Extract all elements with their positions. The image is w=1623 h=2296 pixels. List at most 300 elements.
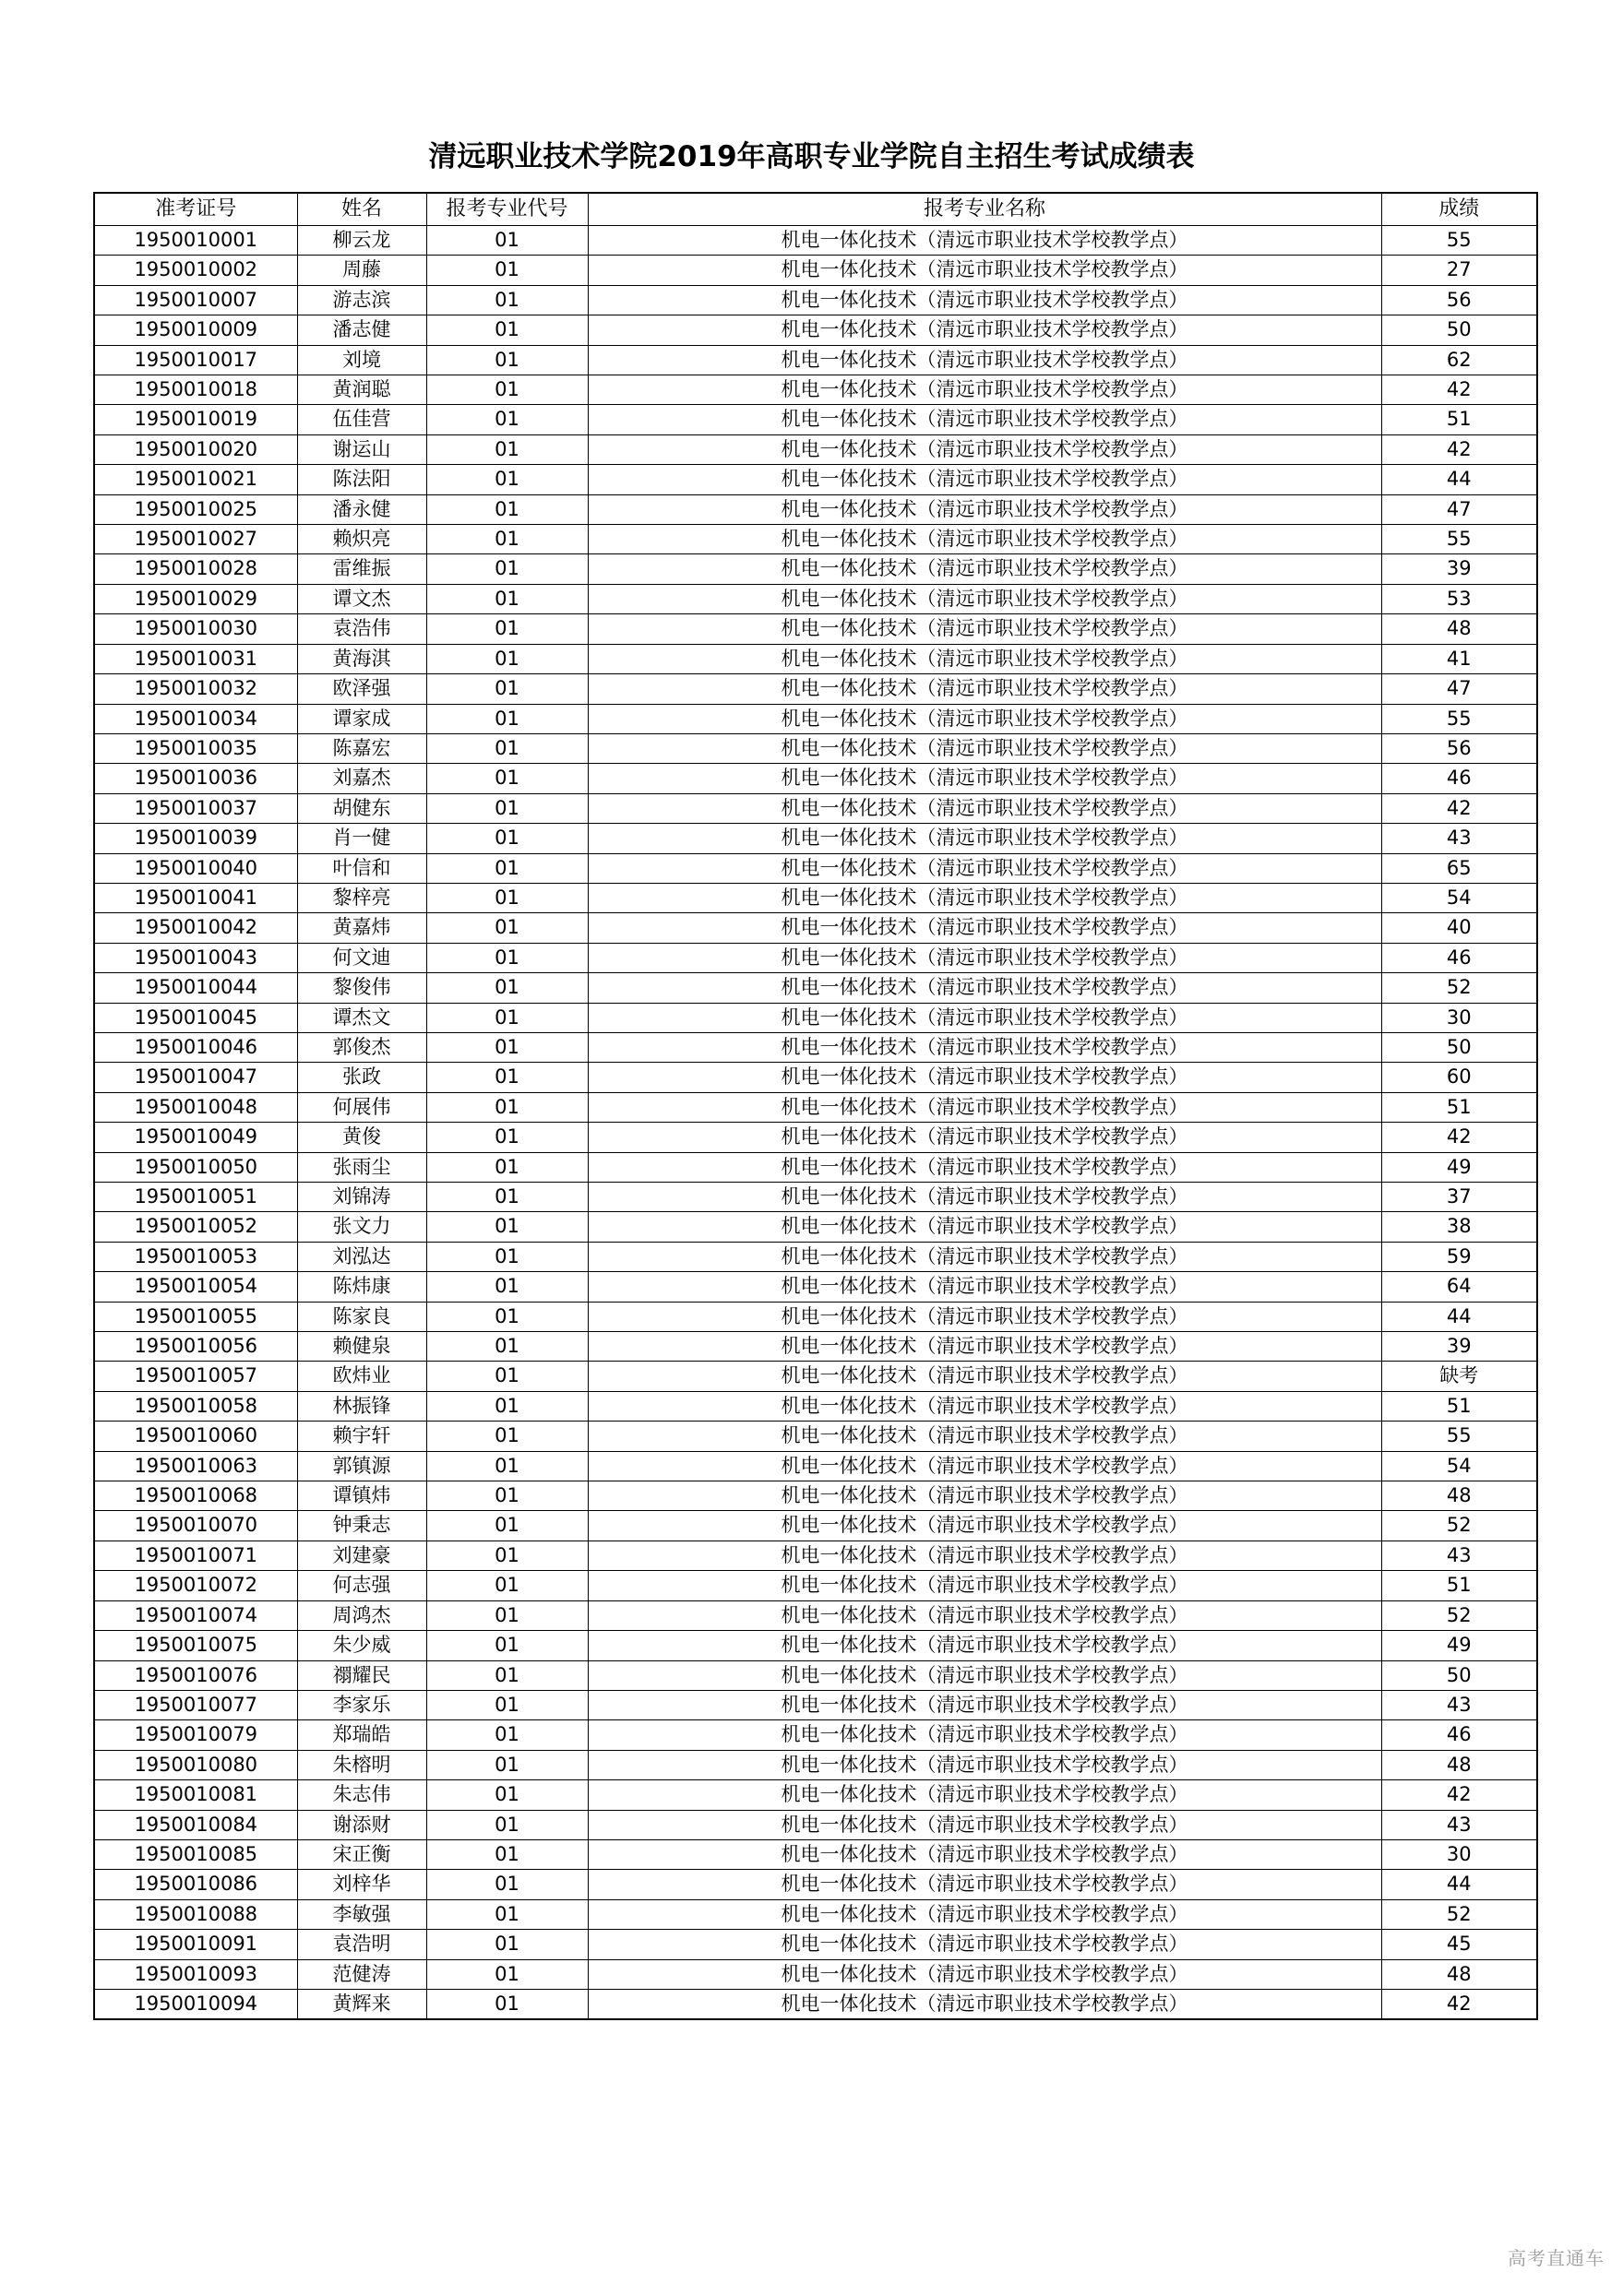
student-name-cell: 张文力 (297, 1212, 426, 1242)
admission-number-cell: 1950010002 (94, 256, 297, 285)
admission-number-cell: 1950010075 (94, 1631, 297, 1660)
table-row (94, 1481, 1537, 1511)
score-cell: 30 (1381, 1003, 1537, 1032)
student-name-cell: 肖一健 (297, 824, 426, 853)
major-name-cell: 机电一体化技术（清远市职业技术学校教学点） (588, 584, 1381, 613)
major-code-cell: 01 (426, 733, 588, 763)
table-row (94, 1152, 1537, 1182)
admission-number-cell: 1950010051 (94, 1183, 297, 1212)
student-name-cell: 欧炜业 (297, 1362, 426, 1391)
admission-number-cell: 1950010047 (94, 1063, 297, 1092)
score-cell: 43 (1381, 1541, 1537, 1570)
score-cell: 48 (1381, 1959, 1537, 1989)
score-cell: 52 (1381, 1600, 1537, 1630)
major-code-cell: 01 (426, 973, 588, 1003)
major-name-cell: 机电一体化技术（清远市职业技术学校教学点） (588, 465, 1381, 494)
major-name-cell: 机电一体化技术（清远市职业技术学校教学点） (588, 285, 1381, 315)
major-code-cell: 01 (426, 1362, 588, 1391)
admission-number-cell: 1950010060 (94, 1422, 297, 1451)
admission-number-cell: 1950010034 (94, 704, 297, 733)
score-cell: 42 (1381, 1989, 1537, 2019)
table-row (94, 1302, 1537, 1331)
major-name-cell: 机电一体化技术（清远市职业技术学校教学点） (588, 226, 1381, 256)
major-name-cell: 机电一体化技术（清远市职业技术学校教学点） (588, 315, 1381, 345)
major-name-cell: 机电一体化技术（清远市职业技术学校教学点） (588, 1063, 1381, 1092)
score-cell: 53 (1381, 584, 1537, 613)
score-cell: 42 (1381, 1780, 1537, 1810)
table-header-row (94, 193, 1537, 226)
score-cell: 56 (1381, 733, 1537, 763)
table-row (94, 1422, 1537, 1451)
score-cell: 46 (1381, 764, 1537, 793)
score-cell: 64 (1381, 1272, 1537, 1302)
student-name-cell: 李家乐 (297, 1690, 426, 1719)
major-name-cell: 机电一体化技术（清远市职业技术学校教学点） (588, 1152, 1381, 1182)
admission-number-cell: 1950010037 (94, 793, 297, 823)
student-name-cell: 李敏强 (297, 1899, 426, 1929)
table-row (94, 1391, 1537, 1421)
student-name-cell: 刘梓华 (297, 1870, 426, 1899)
score-cell: 51 (1381, 1571, 1537, 1600)
score-cell: 42 (1381, 793, 1537, 823)
student-name-cell: 黄辉来 (297, 1989, 426, 2019)
major-code-cell: 01 (426, 1541, 588, 1570)
table-row (94, 1989, 1537, 2019)
major-code-cell: 01 (426, 584, 588, 613)
table-row (94, 256, 1537, 285)
major-code-cell: 01 (426, 1810, 588, 1839)
major-name-cell: 机电一体化技术（清远市职业技术学校教学点） (588, 1631, 1381, 1660)
table-row (94, 315, 1537, 345)
major-code-cell: 01 (426, 853, 588, 883)
major-name-cell: 机电一体化技术（清远市职业技术学校教学点） (588, 674, 1381, 704)
major-code-cell: 01 (426, 1451, 588, 1481)
major-name-cell: 机电一体化技术（清远市职业技术学校教学点） (588, 1899, 1381, 1929)
score-cell: 54 (1381, 1451, 1537, 1481)
admission-number-cell: 1950010035 (94, 733, 297, 763)
admission-number-cell: 1950010040 (94, 853, 297, 883)
score-cell: 42 (1381, 434, 1537, 464)
major-code-cell: 01 (426, 1720, 588, 1750)
major-name-cell: 机电一体化技术（清远市职业技术学校教学点） (588, 256, 1381, 285)
major-code-cell: 01 (426, 226, 588, 256)
major-name-cell: 机电一体化技术（清远市职业技术学校教学点） (588, 1332, 1381, 1362)
admission-number-cell: 1950010009 (94, 315, 297, 345)
major-name-cell: 机电一体化技术（清远市职业技术学校教学点） (588, 434, 1381, 464)
major-name-cell: 机电一体化技术（清远市职业技术学校教学点） (588, 614, 1381, 644)
major-code-cell: 01 (426, 1930, 588, 1959)
score-cell: 41 (1381, 644, 1537, 673)
score-cell: 54 (1381, 883, 1537, 912)
major-code-cell: 01 (426, 1063, 588, 1092)
student-name-cell: 陈法阳 (297, 465, 426, 494)
admission-number-cell: 1950010031 (94, 644, 297, 673)
major-code-cell: 01 (426, 1989, 588, 2019)
score-cell: 50 (1381, 1660, 1537, 1690)
student-name-cell: 刘泓达 (297, 1242, 426, 1271)
student-name-cell: 周藤 (297, 256, 426, 285)
major-code-cell: 01 (426, 1242, 588, 1271)
student-name-cell: 袁浩明 (297, 1930, 426, 1959)
student-name-cell: 黄俊 (297, 1123, 426, 1152)
major-name-cell: 机电一体化技术（清远市职业技术学校教学点） (588, 1092, 1381, 1122)
major-name-cell: 机电一体化技术（清远市职业技术学校教学点） (588, 345, 1381, 375)
student-name-cell: 黄嘉炜 (297, 913, 426, 943)
student-name-cell: 禤耀民 (297, 1660, 426, 1690)
student-name-cell: 陈家良 (297, 1302, 426, 1331)
admission-number-cell: 1950010032 (94, 674, 297, 704)
score-cell: 42 (1381, 375, 1537, 405)
major-code-cell: 01 (426, 1899, 588, 1929)
major-name-cell: 机电一体化技术（清远市职业技术学校教学点） (588, 1810, 1381, 1839)
major-code-cell: 01 (426, 256, 588, 285)
table-row (94, 584, 1537, 613)
score-cell: 40 (1381, 913, 1537, 943)
admission-number-cell: 1950010039 (94, 824, 297, 853)
admission-number-cell: 1950010093 (94, 1959, 297, 1989)
table-row (94, 1242, 1537, 1271)
table-row (94, 1839, 1537, 1869)
admission-number-cell: 1950010018 (94, 375, 297, 405)
score-cell: 38 (1381, 1212, 1537, 1242)
student-name-cell: 谢添财 (297, 1810, 426, 1839)
student-name-cell: 伍佳营 (297, 405, 426, 434)
major-code-cell: 01 (426, 494, 588, 524)
admission-number-cell: 1950010086 (94, 1870, 297, 1899)
major-code-cell: 01 (426, 943, 588, 972)
student-name-cell: 欧泽强 (297, 674, 426, 704)
score-cell: 46 (1381, 943, 1537, 972)
column-header-major-code: 报考专业代号 (426, 193, 588, 226)
score-cell: 27 (1381, 256, 1537, 285)
major-code-cell: 01 (426, 614, 588, 644)
admission-number-cell: 1950010072 (94, 1571, 297, 1600)
table-row (94, 226, 1537, 256)
major-code-cell: 01 (426, 1302, 588, 1331)
admission-number-cell: 1950010017 (94, 345, 297, 375)
table-row (94, 1511, 1537, 1541)
score-cell: 59 (1381, 1242, 1537, 1271)
major-name-cell: 机电一体化技术（清远市职业技术学校教学点） (588, 1959, 1381, 1989)
table-row (94, 525, 1537, 554)
score-cell: 51 (1381, 405, 1537, 434)
table-row (94, 913, 1537, 943)
major-name-cell: 机电一体化技术（清远市职业技术学校教学点） (588, 1391, 1381, 1421)
major-name-cell: 机电一体化技术（清远市职业技术学校教学点） (588, 1660, 1381, 1690)
admission-number-cell: 1950010056 (94, 1332, 297, 1362)
major-name-cell: 机电一体化技术（清远市职业技术学校教学点） (588, 1123, 1381, 1152)
major-name-cell: 机电一体化技术（清远市职业技术学校教学点） (588, 1930, 1381, 1959)
student-name-cell: 谭家成 (297, 704, 426, 733)
student-name-cell: 宋正衡 (297, 1839, 426, 1869)
table-row (94, 405, 1537, 434)
major-code-cell: 01 (426, 375, 588, 405)
admission-number-cell: 1950010049 (94, 1123, 297, 1152)
major-code-cell: 01 (426, 1422, 588, 1451)
admission-number-cell: 1950010045 (94, 1003, 297, 1032)
student-name-cell: 谭杰文 (297, 1003, 426, 1032)
major-name-cell: 机电一体化技术（清远市职业技术学校教学点） (588, 525, 1381, 554)
major-name-cell: 机电一体化技术（清远市职业技术学校教学点） (588, 1989, 1381, 2019)
admission-number-cell: 1950010079 (94, 1720, 297, 1750)
score-cell: 39 (1381, 554, 1537, 584)
major-code-cell: 01 (426, 465, 588, 494)
major-name-cell: 机电一体化技术（清远市职业技术学校教学点） (588, 644, 1381, 673)
table-row (94, 674, 1537, 704)
table-row (94, 1212, 1537, 1242)
admission-number-cell: 1950010055 (94, 1302, 297, 1331)
major-code-cell: 01 (426, 1870, 588, 1899)
major-code-cell: 01 (426, 704, 588, 733)
admission-number-cell: 1950010076 (94, 1660, 297, 1690)
table-row (94, 733, 1537, 763)
score-cell: 45 (1381, 1930, 1537, 1959)
score-cell: 49 (1381, 1631, 1537, 1660)
table-row (94, 1959, 1537, 1989)
admission-number-cell: 1950010029 (94, 584, 297, 613)
student-name-cell: 袁浩伟 (297, 614, 426, 644)
admission-number-cell: 1950010052 (94, 1212, 297, 1242)
major-code-cell: 01 (426, 674, 588, 704)
student-name-cell: 周鸿杰 (297, 1600, 426, 1630)
major-code-cell: 01 (426, 1332, 588, 1362)
student-name-cell: 林振锋 (297, 1391, 426, 1421)
major-name-cell: 机电一体化技术（清远市职业技术学校教学点） (588, 733, 1381, 763)
table-row (94, 554, 1537, 584)
major-name-cell: 机电一体化技术（清远市职业技术学校教学点） (588, 1720, 1381, 1750)
admission-number-cell: 1950010084 (94, 1810, 297, 1839)
admission-number-cell: 1950010048 (94, 1092, 297, 1122)
major-code-cell: 01 (426, 1152, 588, 1182)
major-code-cell: 01 (426, 345, 588, 375)
table-row (94, 285, 1537, 315)
admission-number-cell: 1950010021 (94, 465, 297, 494)
admission-number-cell: 1950010050 (94, 1152, 297, 1182)
major-code-cell: 01 (426, 1780, 588, 1810)
score-cell: 47 (1381, 494, 1537, 524)
student-name-cell: 刘建豪 (297, 1541, 426, 1570)
table-row (94, 883, 1537, 912)
score-cell: 56 (1381, 285, 1537, 315)
admission-number-cell: 1950010058 (94, 1391, 297, 1421)
score-cell: 65 (1381, 853, 1537, 883)
score-cell: 42 (1381, 1123, 1537, 1152)
major-code-cell: 01 (426, 1839, 588, 1869)
table-row (94, 1003, 1537, 1032)
major-code-cell: 01 (426, 315, 588, 345)
table-row (94, 1899, 1537, 1929)
score-cell: 30 (1381, 1839, 1537, 1869)
admission-number-cell: 1950010020 (94, 434, 297, 464)
table-row (94, 824, 1537, 853)
score-cell: 44 (1381, 1870, 1537, 1899)
column-header-name: 姓名 (297, 193, 426, 226)
major-name-cell: 机电一体化技术（清远市职业技术学校教学点） (588, 883, 1381, 912)
student-name-cell: 赖健泉 (297, 1332, 426, 1362)
student-name-cell: 范健涛 (297, 1959, 426, 1989)
major-code-cell: 01 (426, 824, 588, 853)
score-cell: 44 (1381, 1302, 1537, 1331)
table-row (94, 465, 1537, 494)
major-name-cell: 机电一体化技术（清远市职业技术学校教学点） (588, 1541, 1381, 1570)
student-name-cell: 叶信和 (297, 853, 426, 883)
major-name-cell: 机电一体化技术（清远市职业技术学校教学点） (588, 1212, 1381, 1242)
admission-number-cell: 1950010027 (94, 525, 297, 554)
major-code-cell: 01 (426, 1092, 588, 1122)
major-name-cell: 机电一体化技术（清远市职业技术学校教学点） (588, 1422, 1381, 1451)
admission-number-cell: 1950010053 (94, 1242, 297, 1271)
table-row (94, 614, 1537, 644)
student-name-cell: 何文迪 (297, 943, 426, 972)
table-row (94, 1362, 1537, 1391)
table-row (94, 1451, 1537, 1481)
score-cell: 52 (1381, 973, 1537, 1003)
admission-number-cell: 1950010036 (94, 764, 297, 793)
score-cell: 50 (1381, 1032, 1537, 1062)
table-row (94, 1870, 1537, 1899)
table-body (94, 226, 1537, 2020)
major-code-cell: 01 (426, 285, 588, 315)
table-row (94, 1183, 1537, 1212)
major-name-cell: 机电一体化技术（清远市职业技术学校教学点） (588, 793, 1381, 823)
table-row (94, 1750, 1537, 1779)
admission-number-cell: 1950010025 (94, 494, 297, 524)
column-header-score: 成绩 (1381, 193, 1537, 226)
score-cell: 55 (1381, 226, 1537, 256)
major-name-cell: 机电一体化技术（清远市职业技术学校教学点） (588, 1511, 1381, 1541)
major-name-cell: 机电一体化技术（清远市职业技术学校教学点） (588, 1839, 1381, 1869)
major-name-cell: 机电一体化技术（清远市职业技术学校教学点） (588, 1690, 1381, 1719)
major-code-cell: 01 (426, 1660, 588, 1690)
table-row (94, 1780, 1537, 1810)
score-cell: 缺考 (1381, 1362, 1537, 1391)
table-row (94, 644, 1537, 673)
admission-number-cell: 1950010041 (94, 883, 297, 912)
student-name-cell: 陈炜康 (297, 1272, 426, 1302)
admission-number-cell: 1950010054 (94, 1272, 297, 1302)
major-name-cell: 机电一体化技术（清远市职业技术学校教学点） (588, 1032, 1381, 1062)
student-name-cell: 胡健东 (297, 793, 426, 823)
major-name-cell: 机电一体化技术（清远市职业技术学校教学点） (588, 1571, 1381, 1600)
table-row (94, 345, 1537, 375)
major-code-cell: 01 (426, 1123, 588, 1152)
admission-number-cell: 1950010007 (94, 285, 297, 315)
student-name-cell: 朱少威 (297, 1631, 426, 1660)
table-row (94, 1690, 1537, 1719)
student-name-cell: 郭俊杰 (297, 1032, 426, 1062)
score-cell: 48 (1381, 1481, 1537, 1511)
score-cell: 43 (1381, 1810, 1537, 1839)
major-code-cell: 01 (426, 554, 588, 584)
major-name-cell: 机电一体化技术（清远市职业技术学校教学点） (588, 375, 1381, 405)
major-name-cell: 机电一体化技术（清远市职业技术学校教学点） (588, 943, 1381, 972)
score-cell: 48 (1381, 614, 1537, 644)
student-name-cell: 黄海淇 (297, 644, 426, 673)
major-code-cell: 01 (426, 1272, 588, 1302)
student-name-cell: 陈嘉宏 (297, 733, 426, 763)
major-name-cell: 机电一体化技术（清远市职业技术学校教学点） (588, 1600, 1381, 1630)
table-row (94, 434, 1537, 464)
score-cell: 37 (1381, 1183, 1537, 1212)
student-name-cell: 谭镇炜 (297, 1481, 426, 1511)
student-name-cell: 朱榕明 (297, 1750, 426, 1779)
major-name-cell: 机电一体化技术（清远市职业技术学校教学点） (588, 1272, 1381, 1302)
admission-number-cell: 1950010080 (94, 1750, 297, 1779)
score-cell: 43 (1381, 1690, 1537, 1719)
table-row (94, 494, 1537, 524)
major-name-cell: 机电一体化技术（清远市职业技术学校教学点） (588, 1780, 1381, 1810)
major-code-cell: 01 (426, 1212, 588, 1242)
major-name-cell: 机电一体化技术（清远市职业技术学校教学点） (588, 1362, 1381, 1391)
major-code-cell: 01 (426, 1481, 588, 1511)
major-code-cell: 01 (426, 1690, 588, 1719)
student-name-cell: 黎梓亮 (297, 883, 426, 912)
student-name-cell: 郭镇源 (297, 1451, 426, 1481)
student-name-cell: 潘志健 (297, 315, 426, 345)
score-cell: 52 (1381, 1899, 1537, 1929)
major-code-cell: 01 (426, 525, 588, 554)
score-cell: 49 (1381, 1152, 1537, 1182)
student-name-cell: 郑瑞皓 (297, 1720, 426, 1750)
column-header-major-name: 报考专业名称 (588, 193, 1381, 226)
score-cell: 39 (1381, 1332, 1537, 1362)
student-name-cell: 黎俊伟 (297, 973, 426, 1003)
table-row (94, 1123, 1537, 1152)
admission-number-cell: 1950010043 (94, 943, 297, 972)
score-cell: 51 (1381, 1391, 1537, 1421)
table-row (94, 764, 1537, 793)
major-name-cell: 机电一体化技术（清远市职业技术学校教学点） (588, 1302, 1381, 1331)
major-name-cell: 机电一体化技术（清远市职业技术学校教学点） (588, 405, 1381, 434)
score-cell: 47 (1381, 674, 1537, 704)
admission-number-cell: 1950010057 (94, 1362, 297, 1391)
student-name-cell: 赖宇轩 (297, 1422, 426, 1451)
student-name-cell: 刘嘉杰 (297, 764, 426, 793)
major-code-cell: 01 (426, 883, 588, 912)
major-name-cell: 机电一体化技术（清远市职业技术学校教学点） (588, 764, 1381, 793)
table-row (94, 375, 1537, 405)
major-code-cell: 01 (426, 1750, 588, 1779)
student-name-cell: 雷维振 (297, 554, 426, 584)
student-name-cell: 朱志伟 (297, 1780, 426, 1810)
table-row (94, 1810, 1537, 1839)
major-code-cell: 01 (426, 764, 588, 793)
major-name-cell: 机电一体化技术（清远市职业技术学校教学点） (588, 1451, 1381, 1481)
score-cell: 52 (1381, 1511, 1537, 1541)
table-row (94, 1600, 1537, 1630)
table-row (94, 1930, 1537, 1959)
student-name-cell: 谭文杰 (297, 584, 426, 613)
admission-number-cell: 1950010070 (94, 1511, 297, 1541)
admission-number-cell: 1950010063 (94, 1451, 297, 1481)
major-name-cell: 机电一体化技术（清远市职业技术学校教学点） (588, 494, 1381, 524)
major-code-cell: 01 (426, 1571, 588, 1600)
student-name-cell: 刘境 (297, 345, 426, 375)
student-name-cell: 张政 (297, 1063, 426, 1092)
major-code-cell: 01 (426, 434, 588, 464)
exam-scores-table (93, 192, 1538, 2020)
score-cell: 44 (1381, 465, 1537, 494)
table-row (94, 704, 1537, 733)
major-code-cell: 01 (426, 1600, 588, 1630)
major-code-cell: 01 (426, 1631, 588, 1660)
major-name-cell: 机电一体化技术（清远市职业技术学校教学点） (588, 1481, 1381, 1511)
table-row (94, 1092, 1537, 1122)
student-name-cell: 柳云龙 (297, 226, 426, 256)
student-name-cell: 游志滨 (297, 285, 426, 315)
admission-number-cell: 1950010028 (94, 554, 297, 584)
table-row (94, 943, 1537, 972)
